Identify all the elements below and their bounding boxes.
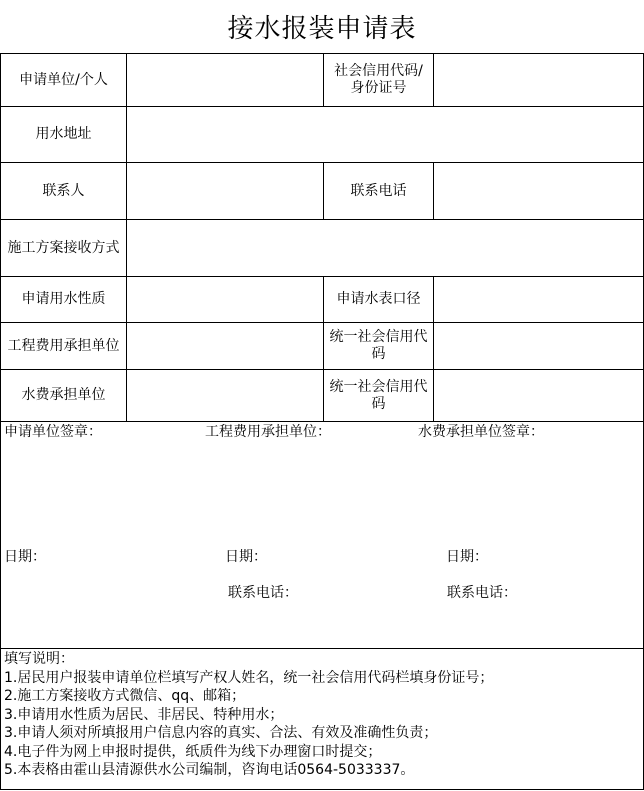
unified-code-label: 统一社会信用代码: [329, 378, 428, 412]
instructions-heading: 填写说明：: [4, 651, 74, 667]
phone-sign-label: 联系电话：: [228, 585, 298, 601]
credit-code-label: 社会信用代码/身份证号: [334, 63, 423, 96]
instruction-item: 2.施工方案接收方式微信、qq、邮箱；: [4, 688, 246, 704]
form-title: 接水报装申请表: [227, 14, 417, 44]
date-label: 日期：: [446, 549, 488, 565]
contact-field[interactable]: [127, 163, 323, 219]
phone-label: 联系电话: [350, 182, 407, 199]
unified-code-field[interactable]: [434, 370, 643, 421]
address-label: 用水地址: [35, 126, 92, 142]
construction-method-field[interactable]: [127, 220, 643, 276]
unified-code-label: 统一社会信用代码: [329, 329, 428, 362]
applicant-field[interactable]: [127, 54, 323, 106]
grid-line: [0, 648, 644, 649]
instruction-item: 4.电子件为网上申报时提供，纸质件为线下办理窗口时提交；: [4, 743, 382, 760]
engineering-payer-label: 工程费用承担单位: [7, 337, 120, 354]
instruction-item: 3.申请用水性质为居民、非居民、特种用水；: [4, 706, 284, 723]
grid-line: [0, 421, 644, 422]
water-fee-payer-field[interactable]: [127, 370, 323, 421]
phone-sign-label: 联系电话：: [447, 585, 517, 601]
date-label: 日期：: [4, 549, 46, 565]
engineering-payer-field[interactable]: [127, 323, 323, 369]
address-field[interactable]: [127, 107, 643, 162]
credit-code-field[interactable]: [434, 54, 643, 106]
unified-code-field[interactable]: [434, 323, 643, 369]
grid-line: [0, 789, 644, 790]
phone-field[interactable]: [434, 163, 643, 219]
instructions: [4, 650, 493, 780]
applicant-seal-label: 申请单位签章：: [4, 424, 102, 440]
meter-caliber-field[interactable]: [434, 277, 643, 322]
engineering-payer-sign-label: 工程费用承担单位：: [205, 424, 331, 440]
water-fee-payer-label: 水费承担单位: [21, 387, 106, 403]
contact-label: 联系人: [42, 182, 85, 199]
water-nature-label: 申请用水性质: [21, 291, 106, 307]
instruction-item: 3.申请人须对所填报用户信息内容的真实、合法、有效及准确性负责；: [4, 725, 438, 741]
instruction-item: 5.本表格由霍山县清源供水公司编制，咨询电话0564-5033337。: [4, 762, 415, 778]
water-fee-seal-label: 水费承担单位签章：: [418, 424, 544, 440]
water-nature-field[interactable]: [127, 277, 323, 322]
meter-caliber-label: 申请水表口径: [336, 291, 421, 307]
applicant-label: 申请单位/个人: [19, 71, 108, 88]
date-label: 日期：: [225, 549, 267, 565]
construction-method-label: 施工方案接收方式: [7, 239, 120, 256]
instruction-item: 1.居民用户报装申请单位栏填写产权人姓名，统一社会信用代码栏填身份证号；: [4, 669, 494, 686]
